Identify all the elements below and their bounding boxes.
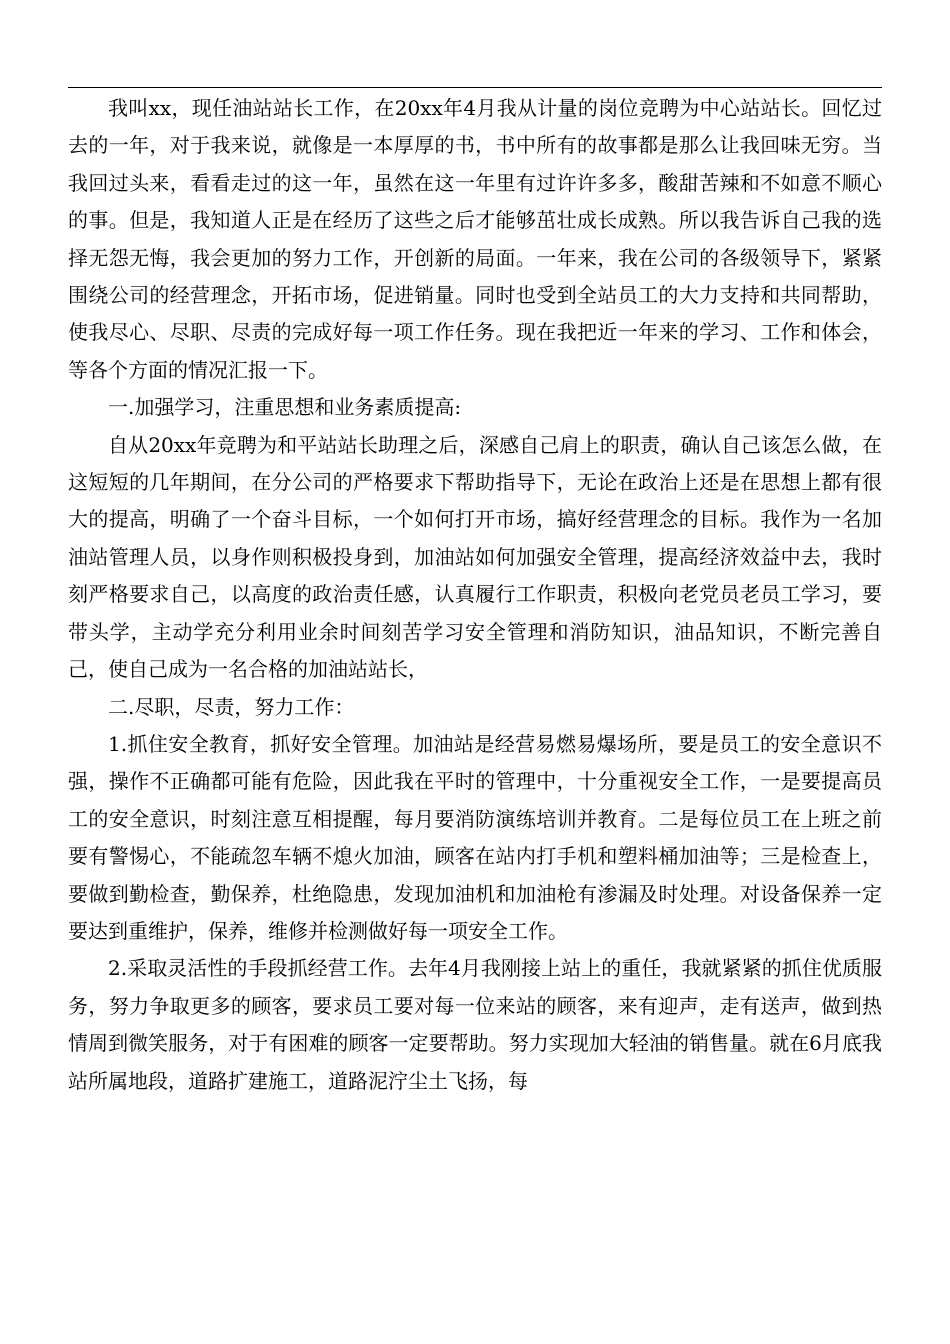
paragraph-safety: 1.抓住安全教育，抓好安全管理。加油站是经营易燃易爆场所，要是员工的安全意识不强，操作不正确都可能有危险，因此我在平时的管理中，十分重视安全工作，一是要提高员工的安全意识，时刻注意互相提醒，每月要消防演练培训并教育。二是每位员工在上班之前要有警惕心，不能疏忽车辆不熄火加油，顾客在站内打手机和塑料桶加油等；三是检查上，要做到勤检查，勤保养，杜绝隐患，发现加油机和加油枪有渗漏及时处理。对设备保养一定要达到重维护，保养，维修并检测做好每一项安全工作。 bbox=[68, 731, 882, 943]
section-heading-1: 一.加强学习，注重思想和业务素质提高: bbox=[108, 395, 462, 420]
paragraph-operations: 2.采取灵活性的手段抓经营工作。去年4月我刚接上站上的重任，我就紧紧的抓住优质服务，努力争取更多的顾客，要求员工要对每一位来站的顾客，来有迎声，走有送声，做到热情周到微笑服务，对于有困难的顾客一定要帮助。努力实现加大轻油的销售量。就在6月底我站所属地段，道路扩建施工，道路泥泞尘土飞扬，每 bbox=[68, 956, 882, 1093]
paragraph-study: 自从20xx年竞聘为和平站站长助理之后，深感自己肩上的职责，确认自己该怎么做，在这短短的几年期间，在分公司的严格要求下帮助指导下，无论在政治上还是在思想上都有很大的提高，明确了一个奋斗目标，一个如何打开市场，搞好经营理念的目标。我作为一名加油站管理人员，以身作则积极投身到，加油站如何加强安全管理，提高经济效益中去，我时刻严格要求自己，以高度的政治责任感，认真履行工作职责，积极向老党员老员工学习，要带头学，主动学充分利用业余时间刻苦学习安全管理和消防知识，油品知识，不断完善自己，使自己成为一名合格的加油站站长， bbox=[68, 432, 882, 682]
document-body bbox=[68, 90, 882, 1100]
header-rule bbox=[68, 87, 882, 88]
paragraph-intro: 我叫xx，现任油站站长工作，在20xx年4月我从计量的岗位竞聘为中心站站长。回忆过去的一年，对于我来说，就像是一本厚厚的书，书中所有的故事都是那么让我回味无穷。当我回过头来，看看走过的这一年，虽然在这一年里有过许许多多，酸甜苦辣和不如意不顺心的事。但是，我知道人正是在经历了这些之后才能够茁壮成长成熟。所以我告诉自己我的选择无怨无悔，我会更加的努力工作，开创新的局面。一年来，我在公司的各级领导下，紧紧围绕公司的经营理念，开拓市场，促进销量。同时也受到全站员工的大力支持和共同帮助，使我尽心、尽职、尽责的完成好每一项工作任务。现在我把近一年来的学习、工作和体会，等各个方面的情况汇报一下。 bbox=[68, 96, 882, 382]
section-heading-2: 二.尽职，尽责，努力工作： bbox=[108, 694, 355, 719]
